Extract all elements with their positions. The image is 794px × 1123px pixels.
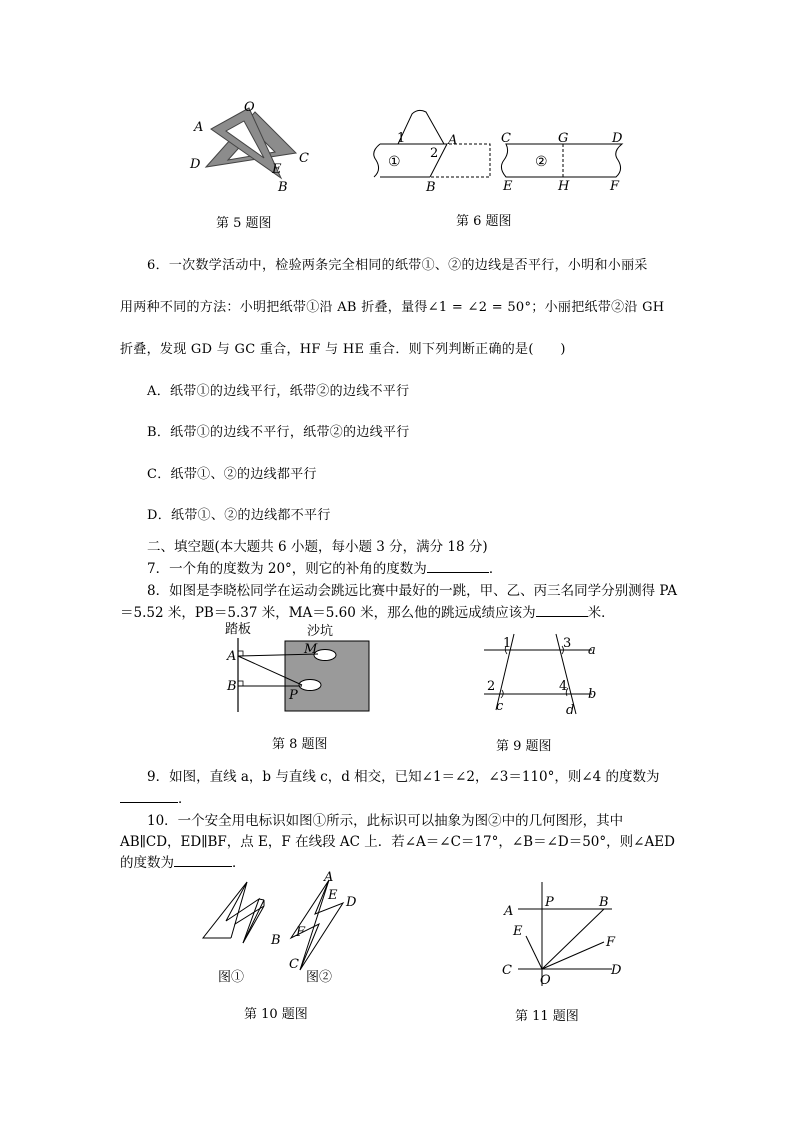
label-pit: 沙坑 (307, 624, 334, 639)
label-1: 1 (397, 131, 406, 146)
caption-fig10: 第 10 题图 (244, 1007, 308, 1022)
q7-end: ． (488, 561, 503, 577)
figure-8 (222, 618, 382, 718)
label-F: F (610, 179, 620, 194)
q6-line3: 折叠，发现 GD 与 GC 重合，HF 与 HE 重合．则下列判断正确的是( ) (120, 342, 566, 357)
label-D: D (346, 895, 357, 910)
label-4: 4 (559, 679, 568, 694)
label-C: C (289, 957, 299, 972)
q10-line3-text: 的度数为 (120, 855, 174, 871)
label-strip2: ② (535, 154, 548, 170)
label-H: H (558, 179, 570, 194)
label-B: B (599, 895, 609, 910)
label-B: B (426, 180, 436, 195)
label-B: B (278, 180, 288, 195)
q8-line2-text: ＝5.52 米，PB＝5.37 米，MA＝5.60 米，那么他的跳远成绩应该为 (120, 605, 536, 621)
figure-11 (500, 878, 630, 988)
label-D: D (612, 131, 623, 146)
label-F: F (606, 935, 616, 950)
label-M: M (304, 642, 318, 657)
q10-line2: AB∥CD，ED∥BF，点 E，F 在线段 AC 上．若∠A＝∠C＝17°，∠B＝∠D＝50°，则∠AED (120, 834, 675, 850)
caption-fig11: 第 11 题图 (515, 1009, 579, 1024)
label-C: C (501, 131, 511, 146)
ray-OF (542, 942, 604, 969)
figure-6 (360, 100, 640, 200)
label-2: 2 (487, 679, 496, 694)
caption-fig9: 第 9 题图 (496, 739, 552, 754)
label-P: P (289, 688, 298, 703)
label-O: O (540, 973, 551, 988)
q7-answer-blank[interactable] (427, 560, 489, 573)
q10-answer-blank[interactable] (174, 854, 232, 867)
label-C: C (299, 151, 309, 166)
label-a: a (588, 643, 596, 658)
figure-9 (476, 630, 606, 720)
label-P: P (545, 895, 554, 910)
label-O: O (244, 100, 255, 115)
q8-line2-end: 米． (587, 605, 615, 621)
figure-10 (195, 868, 375, 988)
q10-line1: 10．一个安全用电标识如图①所示，此标识可以抽象为图②中的几何图形，其中 (147, 813, 624, 829)
label-F: F (296, 925, 306, 940)
q6-line1: 6．一次数学活动中，检验两条完全相同的纸带①、②的边线是否平行，小明和小丽采 (147, 258, 648, 273)
label-d: d (566, 703, 575, 718)
label-strip1: ① (388, 154, 401, 170)
q9-line2 (120, 787, 192, 807)
label-E: E (328, 888, 338, 903)
label-D: D (190, 157, 201, 172)
q9-end: ． (178, 791, 192, 807)
q8-answer-blank[interactable] (536, 604, 588, 617)
q6-option-b[interactable]: B．纸带①的边线不平行，纸带②的边线平行 (147, 425, 410, 440)
label-2: 2 (430, 146, 439, 161)
label-board: 踏板 (225, 622, 252, 637)
label-E: E (513, 924, 523, 939)
label-A: A (227, 649, 237, 664)
q9-answer-blank[interactable] (120, 790, 178, 803)
label-sub1: 图① (218, 970, 245, 985)
figure-5 (180, 96, 320, 196)
q6-option-a[interactable]: A．纸带①的边线平行，纸带②的边线不平行 (147, 384, 410, 399)
ray-OB (542, 909, 604, 969)
q10-line3-end: ． (232, 855, 246, 871)
q9-line1: 9．如图，直线 a，b 与直线 c，d 相交，已知∠1＝∠2，∠3＝110°，则∠4 的度数为 (147, 769, 660, 785)
label-A: A (324, 870, 334, 885)
label-E: E (503, 179, 513, 194)
label-A: A (194, 120, 204, 135)
label-A: A (504, 904, 514, 919)
strip-1-edges (374, 144, 432, 177)
q6-line2: 用两种不同的方法：小明把纸带①沿 AB 折叠，量得∠1 = ∠2 = 50°；小丽把纸带②沿 GH (120, 300, 665, 315)
q6-option-c[interactable]: C．纸带①、②的边线都平行 (147, 467, 317, 482)
caption-fig6: 第 6 题图 (456, 214, 512, 229)
caption-fig8: 第 8 题图 (272, 737, 328, 752)
mark-P (299, 680, 321, 691)
label-B: B (271, 933, 281, 948)
label-E: E (272, 162, 282, 177)
label-b: b (588, 687, 597, 702)
q8-line1: 8．如图是李晓松同学在运动会跳远比赛中最好的一跳，甲、乙、丙三名同学分别测得 PA (147, 583, 677, 599)
q7-text: 7．一个角的度数为 20°，则它的补角的度数为 (147, 561, 427, 577)
label-B: B (227, 679, 237, 694)
label-A: A (448, 133, 458, 148)
strip-2 (501, 144, 622, 177)
caption-fig5: 第 5 题图 (216, 216, 272, 231)
label-1: 1 (503, 636, 512, 651)
label-D: D (611, 963, 622, 978)
section-heading: 二、填空题(本大题共 6 小题，每小题 3 分，满分 18 分) (147, 539, 488, 555)
label-sub2: 图② (306, 970, 333, 985)
ray-OE (526, 936, 542, 969)
label-c: c (496, 699, 504, 714)
label-C: C (502, 963, 512, 978)
label-3: 3 (563, 636, 572, 651)
label-G: G (558, 131, 569, 146)
q7 (147, 557, 502, 577)
q6-option-d[interactable]: D．纸带①、②的边线都不平行 (147, 508, 331, 523)
